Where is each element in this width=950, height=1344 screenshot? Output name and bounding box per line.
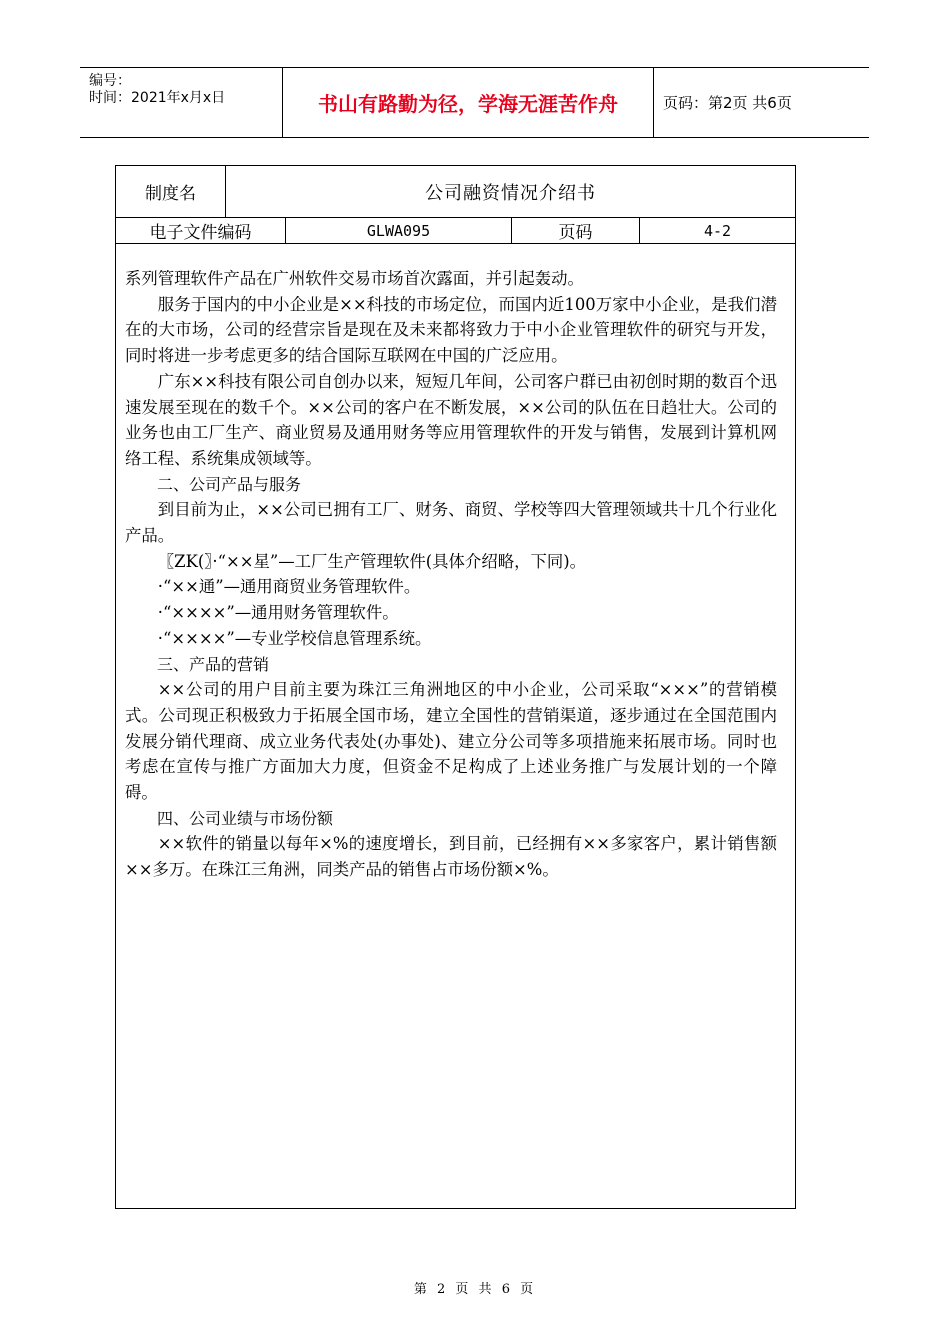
paragraph: 服务于国内的中小企业是××科技的市场定位，而国内近100万家中小企业，是我们潜在的大市场，公司的经营宗旨是现在及未来都将致力于中小企业管理软件的研究与开发，同时将进一步考虑更多的结合国际互联网在中国的广泛应用。: [125, 294, 777, 366]
paragraph: 广东××科技有限公司自创办以来，短短几年间，公司客户群已由初创时期的数百个迅速发展至现在的数千个。××公司的客户在不断发展，××公司的队伍在日趋壮大。公司的业务也由工厂生产、商业贸易及通用财务等应用管理软件的开发与销售，发展到计算机网络工程、系统集成领域等。: [125, 371, 777, 468]
header-page-info: 页码：第2页 共6页: [663, 94, 792, 112]
name-value: 公司融资情况介绍书: [425, 182, 596, 204]
paragraph: 系列管理软件产品在广州软件交易市场首次露面，并引起轰动。: [125, 269, 584, 288]
file-code-key: 电子文件编码: [116, 218, 286, 243]
code-label: 编号：: [89, 73, 131, 89]
section-heading: 三、产品的营销: [157, 654, 270, 674]
name-key: 制度名: [116, 166, 226, 217]
list-item: ·“××××”—通用财务管理软件。: [157, 603, 399, 623]
form-row-title: [116, 166, 795, 218]
document-body: [125, 266, 777, 883]
page-footer: 第 2 页 共 6 页: [413, 1282, 537, 1297]
list-item: ·“××××”—专业学校信息管理系统。: [157, 628, 432, 648]
form-row-code: [116, 218, 795, 244]
time-label: 时间：2021年x月x日: [89, 90, 226, 106]
paragraph: ××公司的用户目前主要为珠江三角洲地区的中小企业，公司采取“×××”的营销模式。公司现正积极致力于拓展全国市场，建立全国性的营销渠道，逐步通过在全国范围内发展分销代理商、成立业务代表处(办事处)、建立分公司等多项措施来拓展市场。同时也考虑在宣传与推广方面加大力度，但资金不足构成了上述业务推广与发展计划的一个障碍。: [125, 680, 777, 803]
paragraph: ××软件的销量以每年×%的速度增长，到目前，已经拥有××多家客户，累计销售额××多万。在珠江三角洲，同类产品的销售占市场份额×%。: [125, 834, 777, 880]
header-motto-cell: [283, 68, 654, 137]
paragraph: 到目前为止，××公司已拥有工厂、财务、商贸、学校等四大管理领域共十几个行业化产品。: [125, 500, 777, 546]
list-item: ·“××通”—通用商贸业务管理软件。: [157, 577, 421, 597]
section-heading: 二、公司产品与服务: [157, 474, 302, 494]
section-heading: 四、公司业绩与市场份额: [157, 808, 334, 828]
page-value: 4-2: [703, 221, 732, 240]
list-item: 〖ZK(〗·“××星”—工厂生产管理软件(具体介绍略，下同)。: [157, 551, 587, 571]
file-code-value: GLWA095: [286, 218, 512, 243]
header-page-cell: [654, 68, 869, 137]
document-header: [80, 67, 869, 138]
page-key: 页码: [512, 218, 640, 243]
motto-text: 书山有路勤为径，学海无涯苦作舟: [318, 92, 618, 116]
header-meta-cell: [80, 68, 283, 137]
